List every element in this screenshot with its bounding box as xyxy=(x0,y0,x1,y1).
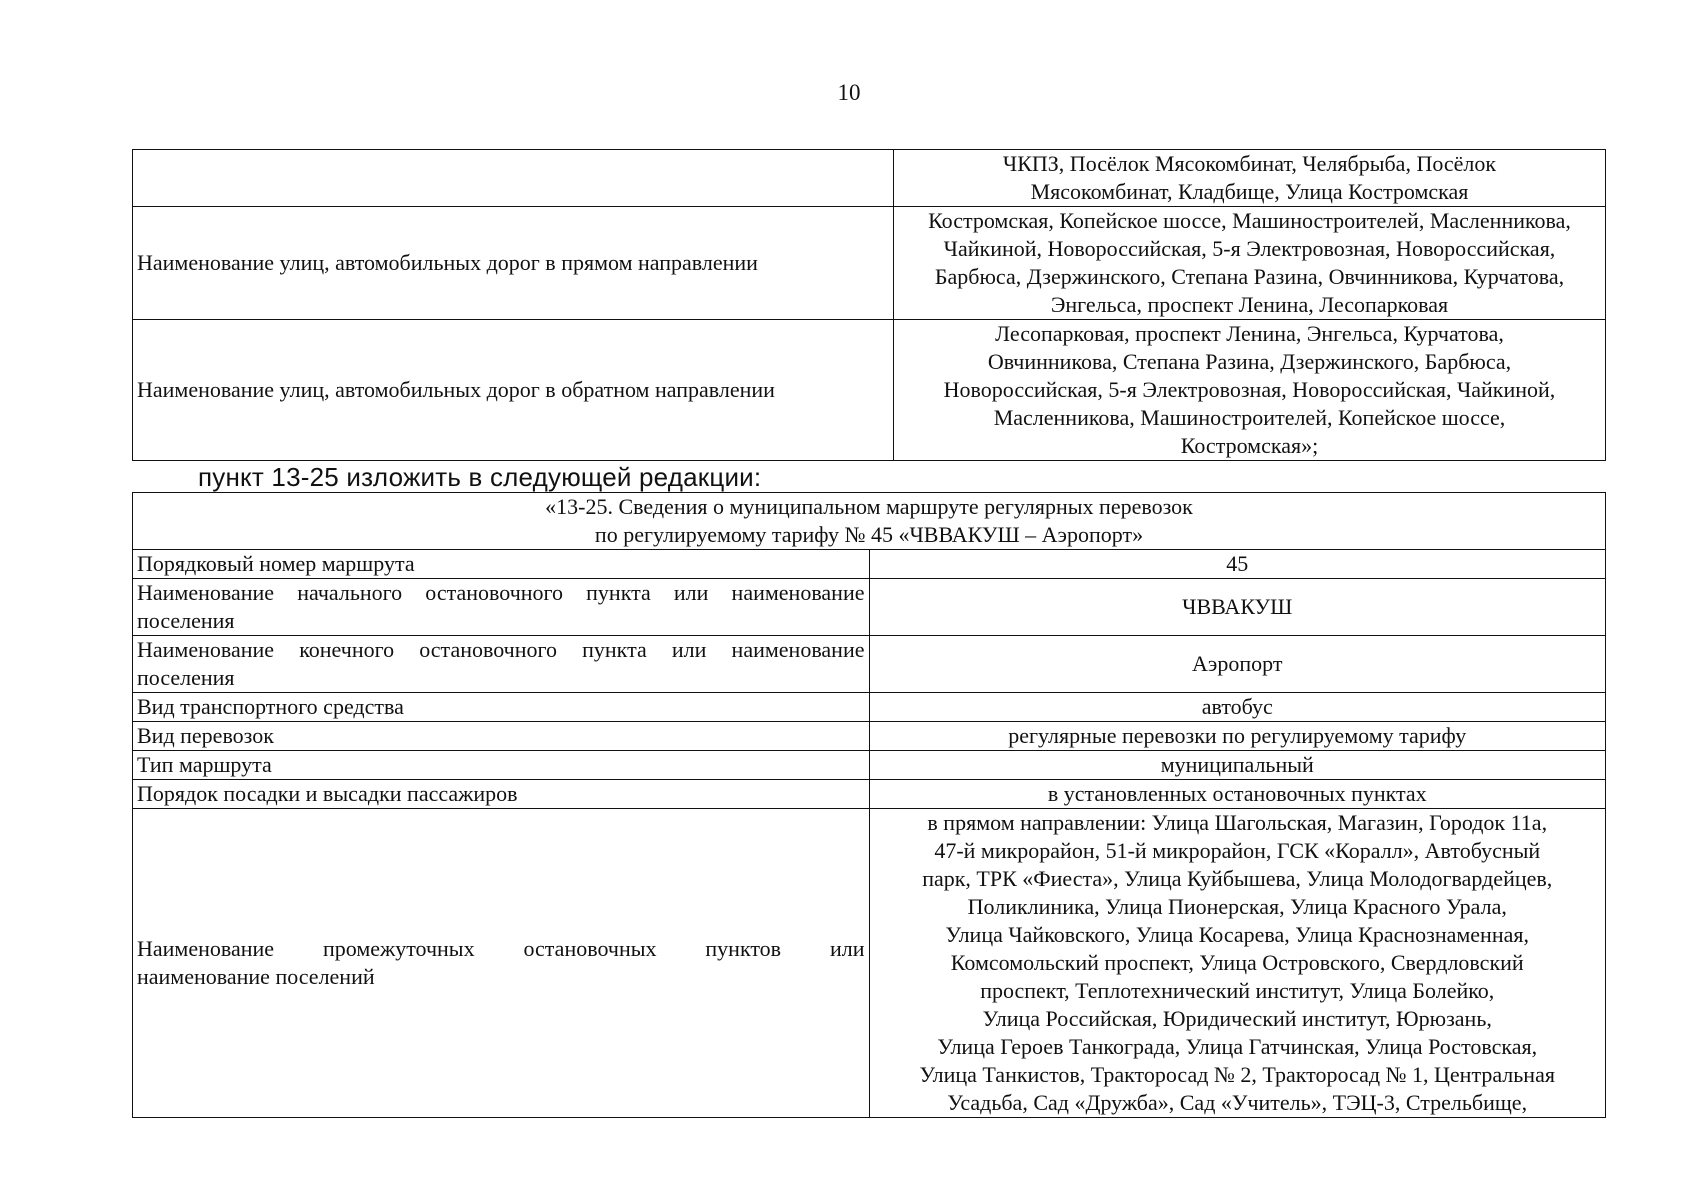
text-line: 47-й микрорайон, 51-й микрорайон, ГСК «Коралл», Автобусный xyxy=(934,838,1541,863)
route-type-label: Тип маршрута xyxy=(133,751,870,780)
table-row xyxy=(133,636,1606,693)
table-row xyxy=(133,207,1606,320)
text-line: Наименование промежуточных остановочных пунктов или xyxy=(137,936,865,961)
instruction-text: пункт 13-25 изложить в следующей редакции: xyxy=(198,462,762,492)
text-line: наименование поселений xyxy=(137,964,375,989)
text-line: Лесопарковая, проспект Ленина, Энгельса, Курчатова, xyxy=(995,321,1504,346)
text-line: Масленникова, Машиностроителей, Копейское шоссе, xyxy=(993,405,1506,430)
boarding-order-value: в установленных остановочных пунктах xyxy=(869,780,1606,809)
text-line: Комсомольский проспект, Улица Островского, Свердловский xyxy=(950,950,1524,975)
text-line: поселения xyxy=(137,665,235,690)
table-row xyxy=(133,722,1606,751)
table-row xyxy=(133,809,1606,1118)
transport-kind-label: Вид перевозок xyxy=(133,722,870,751)
route-type-value: муниципальный xyxy=(869,751,1606,780)
text-line: Наименование конечного остановочного пункта или наименование xyxy=(137,637,865,662)
table-header xyxy=(133,493,1606,550)
text-line: Костромская»; xyxy=(1180,433,1319,458)
table-row xyxy=(133,751,1606,780)
forward-streets-label: Наименование улиц, автомобильных дорог в прямом направлении xyxy=(133,207,894,320)
route-number-label: Порядковый номер маршрута xyxy=(133,550,870,579)
reverse-streets-label: Наименование улиц, автомобильных дорог в обратном направлении xyxy=(133,320,894,461)
table-row xyxy=(133,320,1606,461)
text-line: ЧКПЗ, Посёлок Мясокомбинат, Челябрыба, Посёлок xyxy=(1002,151,1497,176)
text-line: Чайкиной, Новороссийская, 5-я Электровозная, Новороссийская, xyxy=(943,236,1556,261)
reverse-streets-value xyxy=(894,320,1606,461)
text-line: «13-25. Сведения о муниципальном маршруте регулярных перевозок xyxy=(545,494,1193,519)
intermediate-stops-value xyxy=(869,809,1606,1118)
table-header-row xyxy=(133,493,1606,550)
table-row xyxy=(133,550,1606,579)
table-row xyxy=(133,579,1606,636)
text-line: Мясокомбинат, Кладбище, Улица Костромская xyxy=(1030,179,1469,204)
route-streets-table xyxy=(132,149,1606,461)
intermediate-stops-label xyxy=(133,809,870,1118)
text-line: Улица Российская, Юридический институт, Юрюзань, xyxy=(982,1006,1492,1031)
text-line: Усадьба, Сад «Дружба», Сад «Учитель», ТЭЦ-3, Стрельбище, xyxy=(947,1090,1528,1115)
transport-kind-value: регулярные перевозки по регулируемому тарифу xyxy=(869,722,1606,751)
vehicle-type-value: автобус xyxy=(869,693,1606,722)
text-line: Барбюса, Дзержинского, Степана Разина, Овчинникова, Курчатова, xyxy=(934,264,1565,289)
text-line: Новороссийская, 5-я Электровозная, Новороссийская, Чайкиной, xyxy=(943,377,1556,402)
text-line: Костромская, Копейское шоссе, Машиностроителей, Масленникова, xyxy=(928,208,1571,233)
end-stop-value: Аэропорт xyxy=(869,636,1606,693)
start-stop-label xyxy=(133,579,870,636)
vehicle-type-label: Вид транспортного средства xyxy=(133,693,870,722)
text-line: Поликлиника, Улица Пионерская, Улица Красного Урала, xyxy=(967,894,1507,919)
boarding-order-label: Порядок посадки и высадки пассажиров xyxy=(133,780,870,809)
start-stop-value: ЧВВАКУШ xyxy=(869,579,1606,636)
text-line: поселения xyxy=(137,608,235,633)
text-line: по регулируемому тарифу № 45 «ЧВВАКУШ – Аэропорт» xyxy=(594,522,1144,547)
route-details-table xyxy=(132,492,1606,1118)
table-row xyxy=(133,693,1606,722)
text-line: в прямом направлении: Улица Шагольская, Магазин, Городок 11а, xyxy=(927,810,1548,835)
stops-continuation-cell xyxy=(894,150,1606,207)
text-line: Улица Танкистов, Тракторосад № 2, Тракторосад № 1, Центральная xyxy=(919,1062,1555,1087)
route-number-value: 45 xyxy=(869,550,1606,579)
text-line: Улица Чайковского, Улица Косарева, Улица Краснознаменная, xyxy=(945,922,1529,947)
text-line: Наименование начального остановочного пункта или наименование xyxy=(137,580,865,605)
end-stop-label xyxy=(133,636,870,693)
text-line: Энгельса, проспект Ленина, Лесопарковая xyxy=(1050,292,1449,317)
text-line: Овчинникова, Степана Разина, Дзержинского, Барбюса, xyxy=(987,349,1512,374)
text-line: парк, ТРК «Фиеста», Улица Куйбышева, Улица Молодогвардейцев, xyxy=(922,866,1553,891)
table-row xyxy=(133,150,1606,207)
page-number: 10 xyxy=(837,80,861,105)
empty-cell xyxy=(133,150,894,207)
text-line: Улица Героев Танкограда, Улица Гатчинская, Улица Ростовская, xyxy=(937,1034,1538,1059)
forward-streets-value xyxy=(894,207,1606,320)
text-line: проспект, Теплотехнический институт, Улица Болейко, xyxy=(980,978,1495,1003)
table-row xyxy=(133,780,1606,809)
